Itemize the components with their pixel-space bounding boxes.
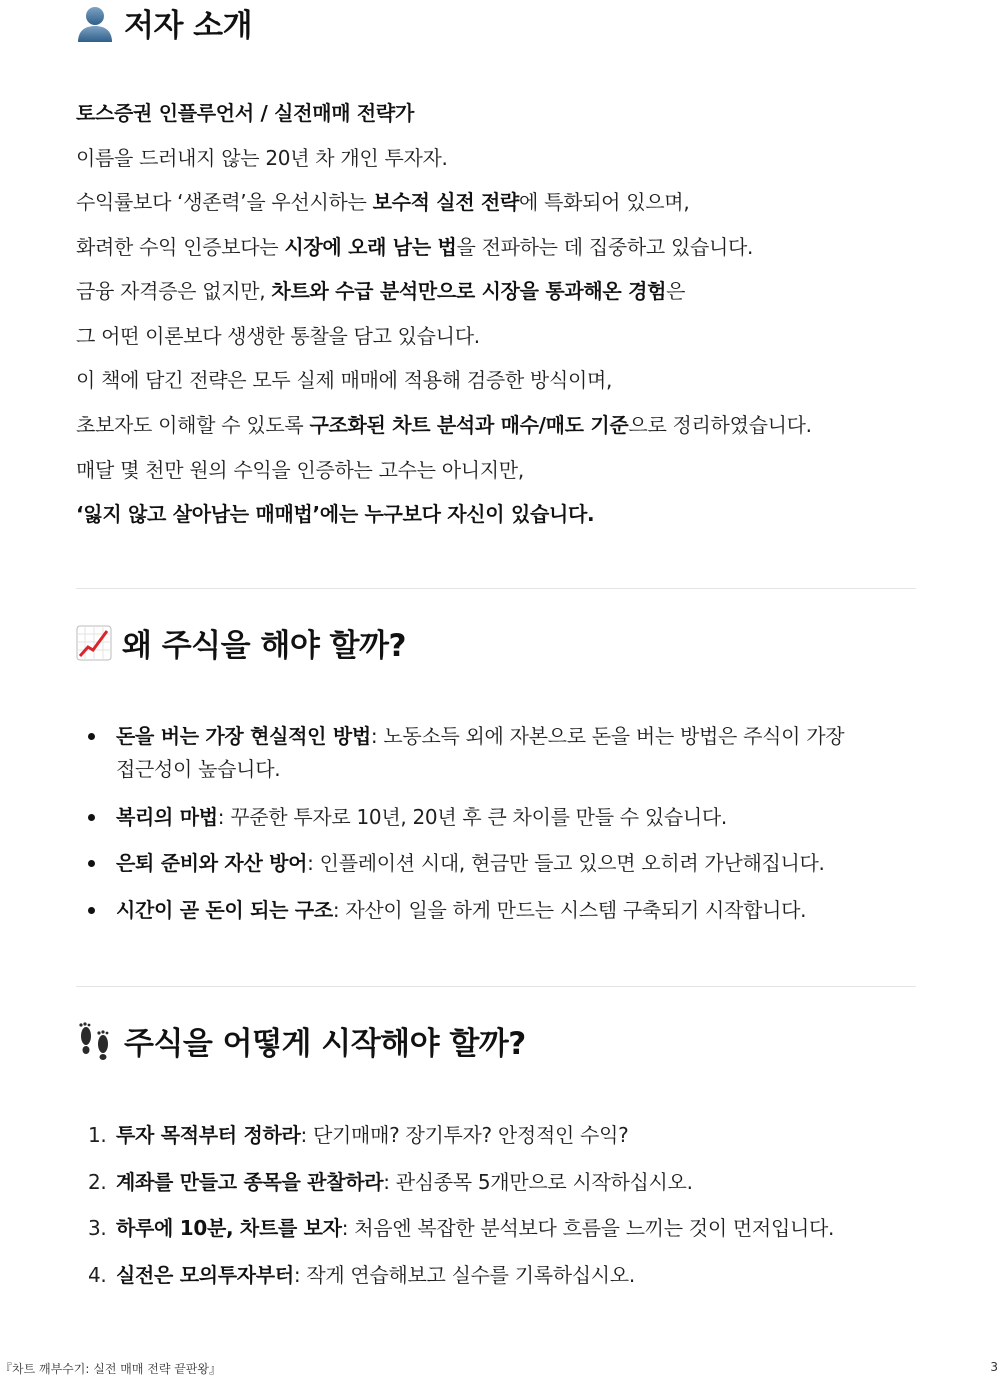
footprints-icon	[76, 1022, 114, 1060]
section-divider	[76, 986, 916, 987]
intro-line: 화려한 수익 인증보다는 시장에 오래 남는 법을 전파하는 데 집중하고 있습니다.	[76, 235, 754, 259]
intro-line: 매달 몇 천만 원의 수익을 인증하는 고수는 아니지만,	[76, 458, 524, 482]
section-divider	[76, 588, 916, 589]
numbered-item: 3. 하루에 10분, 차트를 보자: 처음엔 복잡한 분석보다 흐름을 느끼는 것이 먼저입니다.	[88, 1216, 835, 1240]
section-title: 저자 소개	[124, 8, 253, 44]
list-item: 은퇴 준비와 자산 방어: 인플레이션 시대, 현금만 들고 있으면 오히려 가난해집니다.	[88, 847, 825, 880]
intro-line: 그 어떤 이론보다 생생한 통찰을 담고 있습니다.	[76, 324, 480, 348]
section-heading-why-stocks	[76, 620, 406, 665]
intro-line: 이 책에 담긴 전략은 모두 실제 매매에 적용해 검증한 방식이며,	[76, 368, 613, 392]
bust-in-silhouette-icon	[76, 4, 114, 42]
intro-line: 초보자도 이해할 수 있도록 구조화된 차트 분석과 매수/매도 기준으로 정리하였습니다.	[76, 413, 812, 437]
numbered-item: 2. 계좌를 만들고 종목을 관찰하라: 관심종목 5개만으로 시작하십시오.	[88, 1170, 693, 1194]
numbered-item: 1. 투자 목적부터 정하라: 단기매매? 장기투자? 안정적인 수익?	[88, 1123, 629, 1147]
numbered-item: 4. 실전은 모의투자부터: 작게 연습해보고 실수를 기록하십시오.	[88, 1263, 635, 1287]
intro-line: 금융 자격증은 없지만, 차트와 수급 분석만으로 시장을 통과해온 경험은	[76, 279, 686, 303]
section-heading-how-to-start	[76, 1018, 526, 1063]
list-item: 복리의 마법: 꾸준한 투자로 10년, 20년 후 큰 차이를 만들 수 있습니다.	[88, 801, 727, 834]
intro-line: ‘잃지 않고 살아남는 매매법’에는 누구보다 자신이 있습니다.	[76, 502, 595, 526]
section-title: 주식을 어떻게 시작해야 할까?	[124, 1026, 526, 1062]
chart-increasing-icon	[76, 625, 112, 661]
footer-page-number: 3	[990, 1360, 998, 1374]
intro-line: 수익률보다 ‘생존력’을 우선시하는 보수적 실전 전략에 특화되어 있으며,	[76, 190, 690, 214]
footer-book-title: 『차트 깨부수기: 실전 매매 전략 끝판왕』	[0, 1362, 221, 1376]
list-item: 시간이 곧 돈이 되는 구조: 자산이 일을 하게 만드는 시스템 구축되기 시작합니다.	[88, 894, 806, 927]
section-title: 왜 주식을 해야 할까?	[122, 628, 406, 664]
author-subtitle: 토스증권 인플루언서 / 실전매매 전략가	[76, 101, 414, 125]
section-heading-author	[76, 0, 252, 45]
intro-line: 이름을 드러내지 않는 20년 차 개인 투자자.	[76, 146, 448, 170]
list-item: 돈을 버는 가장 현실적인 방법: 노동소득 외에 자본으로 돈을 버는 방법은 주식이 가장 접근성이 높습니다.	[88, 720, 844, 786]
